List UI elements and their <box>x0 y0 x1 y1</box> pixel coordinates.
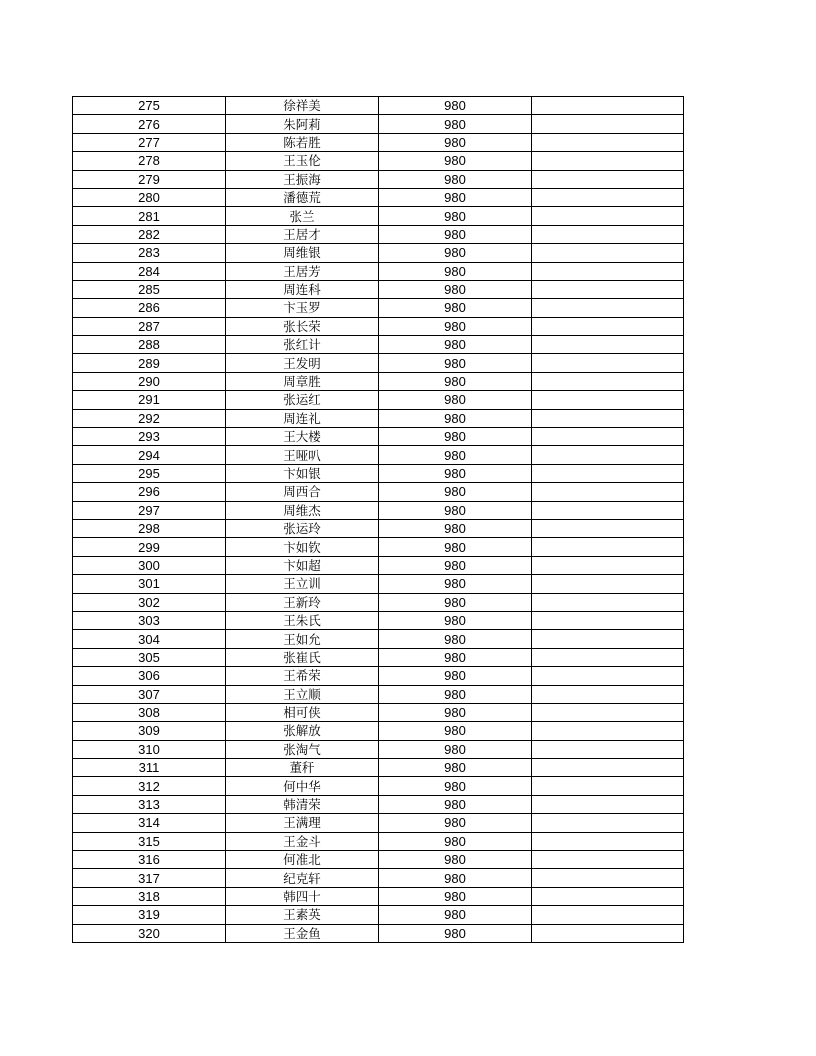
row-number-cell: 317 <box>73 869 226 887</box>
name-cell: 周章胜 <box>226 372 379 390</box>
name-cell: 王新玲 <box>226 593 379 611</box>
table-row <box>73 538 684 556</box>
row-number-cell: 299 <box>73 538 226 556</box>
table-row <box>73 225 684 243</box>
name-cell: 韩四十 <box>226 887 379 905</box>
amount-cell: 980 <box>379 428 532 446</box>
name-cell: 陈若胜 <box>226 133 379 151</box>
row-number-cell: 313 <box>73 795 226 813</box>
row-number-cell: 300 <box>73 556 226 574</box>
name-cell: 相可侠 <box>226 703 379 721</box>
amount-cell: 980 <box>379 464 532 482</box>
name-cell: 张解放 <box>226 722 379 740</box>
table-row <box>73 667 684 685</box>
name-cell: 卞玉罗 <box>226 299 379 317</box>
row-number-cell: 280 <box>73 188 226 206</box>
row-number-cell: 305 <box>73 648 226 666</box>
amount-cell: 980 <box>379 538 532 556</box>
table-row <box>73 115 684 133</box>
note-cell <box>532 262 684 280</box>
table-row <box>73 372 684 390</box>
table-row <box>73 869 684 887</box>
amount-cell: 980 <box>379 575 532 593</box>
note-cell <box>532 501 684 519</box>
row-number-cell: 296 <box>73 483 226 501</box>
row-number-cell: 291 <box>73 391 226 409</box>
note-cell <box>532 97 684 115</box>
note-cell <box>532 225 684 243</box>
amount-cell: 980 <box>379 501 532 519</box>
amount-cell: 980 <box>379 207 532 225</box>
name-cell: 潘德荒 <box>226 188 379 206</box>
row-number-cell: 302 <box>73 593 226 611</box>
row-number-cell: 301 <box>73 575 226 593</box>
amount-cell: 980 <box>379 317 532 335</box>
note-cell <box>532 188 684 206</box>
name-cell: 周维银 <box>226 244 379 262</box>
name-cell: 周西合 <box>226 483 379 501</box>
note-cell <box>532 777 684 795</box>
note-cell <box>532 299 684 317</box>
name-cell: 王哑叭 <box>226 446 379 464</box>
amount-cell: 980 <box>379 648 532 666</box>
note-cell <box>532 924 684 942</box>
amount-cell: 980 <box>379 225 532 243</box>
note-cell <box>532 759 684 777</box>
note-cell <box>532 575 684 593</box>
row-number-cell: 289 <box>73 354 226 372</box>
name-cell: 王如允 <box>226 630 379 648</box>
table-row <box>73 97 684 115</box>
table-row <box>73 851 684 869</box>
name-cell: 周连礼 <box>226 409 379 427</box>
row-number-cell: 310 <box>73 740 226 758</box>
table-row <box>73 519 684 537</box>
row-number-cell: 290 <box>73 372 226 390</box>
amount-cell: 980 <box>379 519 532 537</box>
amount-cell: 980 <box>379 667 532 685</box>
amount-cell: 980 <box>379 133 532 151</box>
name-cell: 王立顺 <box>226 685 379 703</box>
amount-cell: 980 <box>379 851 532 869</box>
note-cell <box>532 667 684 685</box>
row-number-cell: 298 <box>73 519 226 537</box>
table-row <box>73 556 684 574</box>
name-cell: 王发明 <box>226 354 379 372</box>
note-cell <box>532 170 684 188</box>
table-row <box>73 152 684 170</box>
name-cell: 张崔氏 <box>226 648 379 666</box>
row-number-cell: 314 <box>73 814 226 832</box>
note-cell <box>532 280 684 298</box>
row-number-cell: 275 <box>73 97 226 115</box>
row-number-cell: 311 <box>73 759 226 777</box>
note-cell <box>532 372 684 390</box>
name-cell: 王振海 <box>226 170 379 188</box>
amount-cell: 980 <box>379 391 532 409</box>
amount-cell: 980 <box>379 336 532 354</box>
amount-cell: 980 <box>379 906 532 924</box>
table-row <box>73 464 684 482</box>
note-cell <box>532 814 684 832</box>
amount-cell: 980 <box>379 740 532 758</box>
note-cell <box>532 464 684 482</box>
note-cell <box>532 851 684 869</box>
note-cell <box>532 740 684 758</box>
table-row <box>73 575 684 593</box>
table-row <box>73 133 684 151</box>
amount-cell: 980 <box>379 814 532 832</box>
table-row <box>73 299 684 317</box>
note-cell <box>532 887 684 905</box>
name-cell: 张运玲 <box>226 519 379 537</box>
row-number-cell: 293 <box>73 428 226 446</box>
table-row <box>73 832 684 850</box>
note-cell <box>532 428 684 446</box>
table-row <box>73 722 684 740</box>
name-cell: 卞如钦 <box>226 538 379 556</box>
row-number-cell: 285 <box>73 280 226 298</box>
row-number-cell: 297 <box>73 501 226 519</box>
name-cell: 王金鱼 <box>226 924 379 942</box>
note-cell <box>532 207 684 225</box>
note-cell <box>532 832 684 850</box>
row-number-cell: 315 <box>73 832 226 850</box>
row-number-cell: 276 <box>73 115 226 133</box>
amount-cell: 980 <box>379 832 532 850</box>
note-cell <box>532 630 684 648</box>
row-number-cell: 320 <box>73 924 226 942</box>
name-cell: 张长荣 <box>226 317 379 335</box>
row-number-cell: 284 <box>73 262 226 280</box>
table-row <box>73 188 684 206</box>
name-cell: 韩清荣 <box>226 795 379 813</box>
table-row <box>73 795 684 813</box>
note-cell <box>532 115 684 133</box>
amount-cell: 980 <box>379 924 532 942</box>
row-number-cell: 278 <box>73 152 226 170</box>
note-cell <box>532 538 684 556</box>
amount-cell: 980 <box>379 722 532 740</box>
note-cell <box>532 611 684 629</box>
note-cell <box>532 244 684 262</box>
table-row <box>73 336 684 354</box>
note-cell <box>532 685 684 703</box>
row-number-cell: 288 <box>73 336 226 354</box>
amount-cell: 980 <box>379 887 532 905</box>
note-cell <box>532 703 684 721</box>
table-row <box>73 244 684 262</box>
table-row <box>73 409 684 427</box>
name-cell: 徐祥美 <box>226 97 379 115</box>
row-number-cell: 283 <box>73 244 226 262</box>
row-number-cell: 307 <box>73 685 226 703</box>
name-cell: 卞如银 <box>226 464 379 482</box>
row-number-cell: 318 <box>73 887 226 905</box>
name-cell: 王朱氏 <box>226 611 379 629</box>
name-cell: 周维杰 <box>226 501 379 519</box>
row-number-cell: 282 <box>73 225 226 243</box>
row-number-cell: 312 <box>73 777 226 795</box>
amount-cell: 980 <box>379 409 532 427</box>
note-cell <box>532 795 684 813</box>
row-number-cell: 281 <box>73 207 226 225</box>
table-row <box>73 280 684 298</box>
table-row <box>73 740 684 758</box>
name-cell: 何准北 <box>226 851 379 869</box>
row-number-cell: 294 <box>73 446 226 464</box>
name-cell: 王希荣 <box>226 667 379 685</box>
row-number-cell: 316 <box>73 851 226 869</box>
table-body <box>73 97 684 943</box>
table-row <box>73 685 684 703</box>
table-row <box>73 317 684 335</box>
note-cell <box>532 133 684 151</box>
name-cell: 周连科 <box>226 280 379 298</box>
row-number-cell: 287 <box>73 317 226 335</box>
row-number-cell: 295 <box>73 464 226 482</box>
name-cell: 王玉伦 <box>226 152 379 170</box>
note-cell <box>532 519 684 537</box>
table-row <box>73 428 684 446</box>
amount-cell: 980 <box>379 483 532 501</box>
row-number-cell: 308 <box>73 703 226 721</box>
amount-cell: 980 <box>379 593 532 611</box>
table-row <box>73 906 684 924</box>
amount-cell: 980 <box>379 869 532 887</box>
name-cell: 张运红 <box>226 391 379 409</box>
amount-cell: 980 <box>379 446 532 464</box>
row-number-cell: 304 <box>73 630 226 648</box>
row-number-cell: 292 <box>73 409 226 427</box>
table-row <box>73 501 684 519</box>
note-cell <box>532 483 684 501</box>
amount-cell: 980 <box>379 244 532 262</box>
note-cell <box>532 317 684 335</box>
amount-cell: 980 <box>379 354 532 372</box>
note-cell <box>532 593 684 611</box>
name-cell: 张红计 <box>226 336 379 354</box>
row-number-cell: 286 <box>73 299 226 317</box>
table-row <box>73 777 684 795</box>
amount-cell: 980 <box>379 372 532 390</box>
name-cell: 董秆 <box>226 759 379 777</box>
amount-cell: 980 <box>379 630 532 648</box>
amount-cell: 980 <box>379 777 532 795</box>
name-cell: 纪克轩 <box>226 869 379 887</box>
amount-cell: 980 <box>379 152 532 170</box>
amount-cell: 980 <box>379 280 532 298</box>
amount-cell: 980 <box>379 299 532 317</box>
table-row <box>73 170 684 188</box>
table-row <box>73 924 684 942</box>
name-cell: 王居才 <box>226 225 379 243</box>
name-cell: 王金斗 <box>226 832 379 850</box>
name-cell: 张淘气 <box>226 740 379 758</box>
table-row <box>73 703 684 721</box>
name-cell: 王居芳 <box>226 262 379 280</box>
note-cell <box>532 722 684 740</box>
table-row <box>73 483 684 501</box>
note-cell <box>532 556 684 574</box>
table-row <box>73 630 684 648</box>
note-cell <box>532 446 684 464</box>
amount-cell: 980 <box>379 188 532 206</box>
amount-cell: 980 <box>379 262 532 280</box>
data-table <box>72 96 684 943</box>
amount-cell: 980 <box>379 611 532 629</box>
table-row <box>73 391 684 409</box>
table-row <box>73 446 684 464</box>
name-cell: 王大楼 <box>226 428 379 446</box>
table-row <box>73 887 684 905</box>
name-cell: 王满理 <box>226 814 379 832</box>
table-row <box>73 648 684 666</box>
row-number-cell: 279 <box>73 170 226 188</box>
amount-cell: 980 <box>379 703 532 721</box>
amount-cell: 980 <box>379 685 532 703</box>
amount-cell: 980 <box>379 170 532 188</box>
table-row <box>73 207 684 225</box>
table-row <box>73 814 684 832</box>
row-number-cell: 303 <box>73 611 226 629</box>
amount-cell: 980 <box>379 556 532 574</box>
name-cell: 王素英 <box>226 906 379 924</box>
table-row <box>73 611 684 629</box>
note-cell <box>532 152 684 170</box>
row-number-cell: 309 <box>73 722 226 740</box>
name-cell: 张兰 <box>226 207 379 225</box>
name-cell: 朱阿莉 <box>226 115 379 133</box>
name-cell: 卞如超 <box>226 556 379 574</box>
note-cell <box>532 391 684 409</box>
table-row <box>73 759 684 777</box>
note-cell <box>532 648 684 666</box>
table-row <box>73 262 684 280</box>
table-row <box>73 354 684 372</box>
table-row <box>73 593 684 611</box>
note-cell <box>532 354 684 372</box>
note-cell <box>532 336 684 354</box>
note-cell <box>532 409 684 427</box>
note-cell <box>532 869 684 887</box>
amount-cell: 980 <box>379 759 532 777</box>
amount-cell: 980 <box>379 97 532 115</box>
name-cell: 王立训 <box>226 575 379 593</box>
amount-cell: 980 <box>379 795 532 813</box>
row-number-cell: 306 <box>73 667 226 685</box>
row-number-cell: 277 <box>73 133 226 151</box>
row-number-cell: 319 <box>73 906 226 924</box>
name-cell: 何中华 <box>226 777 379 795</box>
note-cell <box>532 906 684 924</box>
amount-cell: 980 <box>379 115 532 133</box>
